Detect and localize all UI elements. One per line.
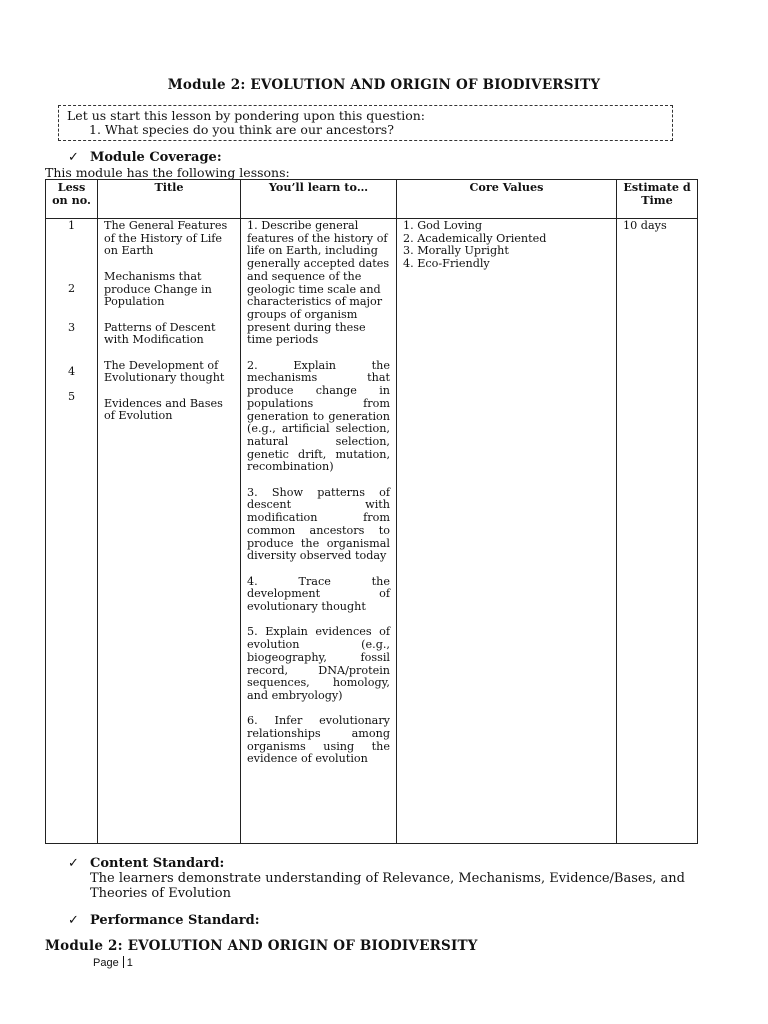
estimated-time: 10 days [623, 219, 667, 232]
check-icon: ✓ [68, 856, 79, 871]
lesson-number-cell [46, 219, 98, 844]
learning-objective: 4. Trace the development of evolutionary thought [247, 574, 390, 614]
core-value: 3. Morally Upright [403, 244, 509, 258]
content-standard-heading [68, 856, 224, 871]
lesson-number: 1 [67, 219, 76, 232]
lesson-title: Evidences and Bases of Evolution [104, 396, 223, 423]
lesson-number: 2 [67, 282, 76, 296]
content-standard-text: The learners demonstrate understanding of Relevance, Mechanisms, Evidence/Bases, and Theories of Evolution [90, 871, 685, 901]
lesson-title: Mechanisms that produce Change in Population [104, 269, 212, 309]
header-lesson-no: Less on no. [46, 180, 98, 219]
lessons-table [45, 179, 698, 844]
question-box [58, 105, 673, 141]
learning-objective: 5. Explain evidences of evolution (e.g., biogeography, fossil record, DNA/protein sequences, homology, and embryology) [247, 625, 390, 702]
header-estimated-time: Estimate d Time [617, 180, 698, 219]
lesson-title: The Development of Evolutionary thought [104, 358, 225, 385]
question-item: 1. What species do you think are our ancestors? [89, 122, 394, 137]
document-title: Module 2: EVOLUTION AND ORIGIN OF BIODIVERSITY [167, 77, 601, 93]
page-number: 1 [126, 957, 133, 969]
table-row [46, 219, 698, 844]
core-value: 1. God Loving [403, 219, 483, 232]
table-header-row [46, 180, 698, 219]
module-coverage-label: Module Coverage: [90, 150, 222, 165]
header-learn-to: You’ll learn to… [241, 180, 397, 219]
lesson-number: 3 [67, 320, 76, 334]
page-footer [93, 956, 133, 969]
footer-title: Module 2: EVOLUTION AND ORIGIN OF BIODIVERSITY [45, 938, 478, 954]
module-coverage-intro: This module has the following lessons: [45, 165, 290, 180]
performance-standard-label: Performance Standard: [90, 913, 260, 928]
check-icon: ✓ [68, 150, 79, 165]
page-label: Page [93, 957, 119, 969]
lesson-number: 4 [67, 365, 76, 379]
performance-standard-heading [68, 913, 260, 928]
header-title: Title [98, 180, 241, 219]
page-divider [123, 956, 124, 968]
lesson-title-cell [98, 219, 241, 844]
lesson-number: 5 [67, 390, 76, 404]
learning-objective: 2. Explain the mechanisms that produce change in populations from generation to generation (e.g., artificial selection, natural selection, genetic drift, mutation, recombination) [247, 358, 390, 474]
learning-objective: 6. Infer evolutionary relationships among organisms using the evidence of evolution [247, 714, 390, 766]
core-value: 2. Academically Oriented [403, 231, 547, 245]
module-coverage-heading [68, 150, 222, 165]
lesson-title: The General Features of the History of Life on Earth [104, 219, 228, 258]
check-icon: ✓ [68, 913, 79, 928]
question-intro: Let us start this lesson by pondering upon this question: [67, 108, 425, 123]
core-values-cell [397, 219, 617, 844]
learning-objective: 3. Show patterns of descent with modification from common ancestors to produce the organismal diversity observed today [247, 485, 390, 563]
learn-to-cell [241, 219, 397, 844]
core-value: 4. Eco-Friendly [403, 257, 490, 271]
lesson-title: Patterns of Descent with Modification [104, 320, 216, 347]
content-standard-label: Content Standard: [90, 856, 225, 871]
estimated-time-cell [617, 219, 698, 844]
learning-objective: 1. Describe general features of the history of life on Earth, including generally accepted dates and sequence of the geologic time scale and characteristics of major groups of organism present during these time periods [247, 219, 390, 347]
header-core-values: Core Values [397, 180, 617, 219]
